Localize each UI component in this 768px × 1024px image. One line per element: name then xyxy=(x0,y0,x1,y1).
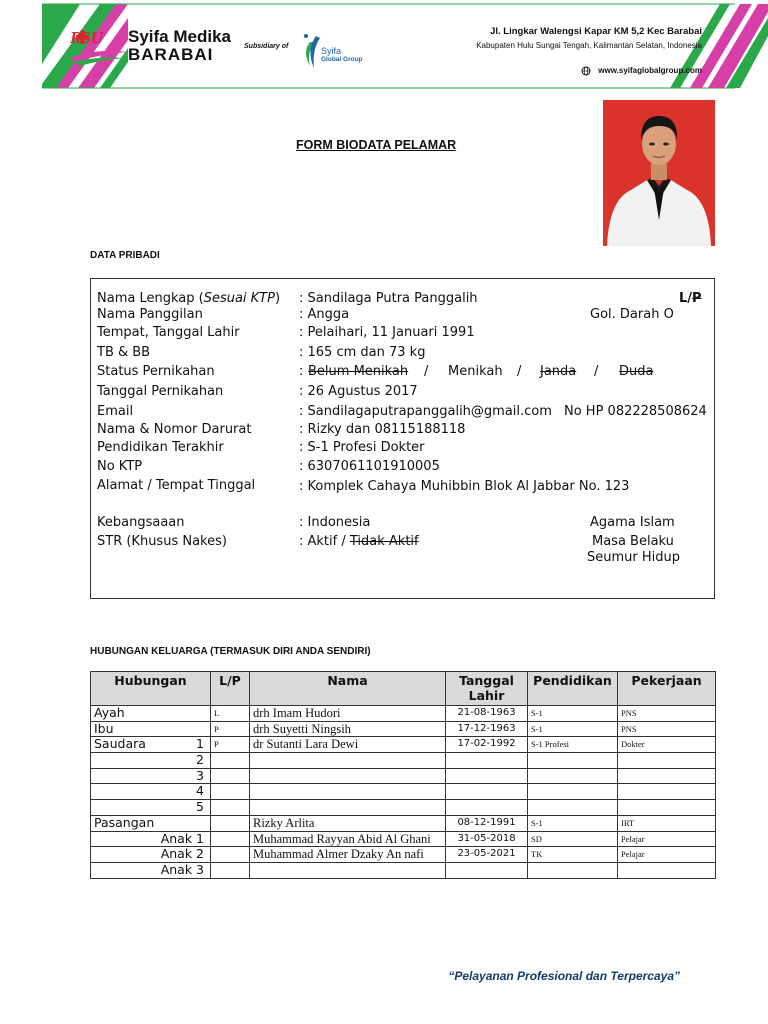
address-line-1: Jl. Lingkar Walengsi Kapar KM 5,2 Kec Barabai xyxy=(490,26,702,37)
relation-label: Saudara xyxy=(94,736,146,752)
relation-number: Anak 1 xyxy=(160,831,204,846)
cell-hubungan xyxy=(91,768,211,784)
cell-pendidikan xyxy=(528,862,618,878)
blood-type: Gol. Darah O xyxy=(590,307,674,322)
cell-lp xyxy=(211,862,250,878)
cell-lp xyxy=(211,831,250,847)
cell-lp xyxy=(211,800,250,816)
cell-lp: P xyxy=(211,721,250,737)
str-label: STR (Khusus Nakes) xyxy=(97,534,227,549)
cell-hubungan xyxy=(91,800,211,816)
cell-pendidikan: S-1 xyxy=(528,706,618,722)
portrait-illustration xyxy=(603,100,715,246)
pendidikan-value: : S-1 Profesi Dokter xyxy=(299,440,425,455)
pendidikan-label: Pendidikan Terakhir xyxy=(97,440,224,455)
cell-nama xyxy=(250,753,446,769)
cell-pendidikan: S-1 Profesi xyxy=(528,737,618,753)
cell-pendidikan xyxy=(528,784,618,800)
cell-pekerjaan xyxy=(618,768,716,784)
cell-lp xyxy=(211,753,250,769)
relation-number: 3 xyxy=(196,768,204,783)
nama-label: Nama Lengkap (Sesuai KTP) xyxy=(97,291,281,306)
table-row xyxy=(91,753,716,769)
relation-label: Pasangan xyxy=(94,815,155,830)
section-title-personal: DATA PRIBADI xyxy=(90,250,160,261)
nama-value: : Sandilaga Putra Panggalih xyxy=(299,291,478,306)
cell-lp xyxy=(211,815,250,831)
ktp-value: : 6307061101910005 xyxy=(299,459,440,474)
cell-nama: drh Suyetti Ningsih xyxy=(250,721,446,737)
cell-pendidikan: SD xyxy=(528,831,618,847)
cell-hubungan xyxy=(91,753,211,769)
relation-number: Anak 2 xyxy=(160,846,204,862)
cell-nama xyxy=(250,800,446,816)
cell-pekerjaan: Pelajar xyxy=(618,847,716,863)
cell-hubungan xyxy=(91,784,211,800)
ttl-value: : Pelaihari, 11 Januari 1991 xyxy=(299,325,475,340)
personal-data-box xyxy=(90,278,715,599)
status-option-janda: Janda xyxy=(540,364,577,379)
cell-tanggal-lahir: 23-05-2021 xyxy=(446,847,528,863)
address-line-2: Kabupaten Hulu Sungai Tengah, Kalimantan Selatan, Indonesia xyxy=(476,41,702,50)
table-row xyxy=(91,815,716,831)
alamat-value: : Komplek Cahaya Muhibbin Blok Al Jabbar No. 123 xyxy=(299,479,630,494)
cell-nama: dr Sutanti Lara Dewi xyxy=(250,737,446,753)
cell-pendidikan xyxy=(528,768,618,784)
form-title: FORM BIODATA PELAMAR xyxy=(296,138,457,152)
tglnikah-value: : 26 Agustus 2017 xyxy=(299,384,418,399)
status-option-duda: Duda xyxy=(619,364,654,379)
cell-tanggal-lahir: 17-02-1992 xyxy=(446,737,528,753)
cell-nama xyxy=(250,784,446,800)
cell-tanggal-lahir xyxy=(446,784,528,800)
panggilan-value: : Angga xyxy=(299,307,350,322)
status-label: Status Pernikahan xyxy=(97,364,215,379)
cell-tanggal-lahir xyxy=(446,800,528,816)
darurat-value: : Rizky dan 08115188118 xyxy=(299,422,466,437)
cell-hubungan xyxy=(91,847,211,863)
panggilan-label: Nama Panggilan xyxy=(97,307,203,322)
ktp-label: No KTP xyxy=(97,459,143,474)
logo-rsu-text: RSU xyxy=(70,28,104,47)
relation-number: 2 xyxy=(196,752,204,768)
bangsa-value: : Indonesia xyxy=(299,515,371,530)
cell-pekerjaan: Pelajar xyxy=(618,831,716,847)
table-row xyxy=(91,831,716,847)
header-tanggal-lahir: Tanggal Lahir xyxy=(446,672,528,706)
relation-number: Anak 3 xyxy=(160,862,204,877)
cell-pendidikan xyxy=(528,800,618,816)
tglnikah-label: Tanggal Pernikahan xyxy=(97,384,224,399)
cell-lp xyxy=(211,784,250,800)
cell-pekerjaan: IRT xyxy=(618,815,716,831)
cell-pekerjaan: Dokter xyxy=(618,737,716,753)
status-separator: / xyxy=(424,364,429,379)
cell-pendidikan xyxy=(528,753,618,769)
relation-label: Ibu xyxy=(94,721,114,736)
cell-nama xyxy=(250,768,446,784)
footer-slogan: “Pelayanan Profesional dan Terpercaya” xyxy=(448,969,680,983)
status-colon: : xyxy=(299,364,304,379)
header-nama: Nama xyxy=(250,672,446,706)
website-link[interactable]: www.syifaglobalgroup.com xyxy=(598,66,702,75)
cell-nama xyxy=(250,862,446,878)
cell-pekerjaan xyxy=(618,800,716,816)
cell-lp xyxy=(211,847,250,863)
group-logo-sub: Global Group xyxy=(321,56,363,63)
tbbb-value: : 165 cm dan 73 kg xyxy=(299,345,426,360)
cell-pekerjaan xyxy=(618,753,716,769)
cell-pekerjaan xyxy=(618,784,716,800)
header-lp: L/P xyxy=(211,672,250,706)
cell-tanggal-lahir: 31-05-2018 xyxy=(446,831,528,847)
cell-tanggal-lahir xyxy=(446,753,528,769)
logo-hospital-name: Syifa Medika xyxy=(128,27,231,46)
group-logo-name: Syifa xyxy=(321,46,342,56)
applicant-photo xyxy=(603,100,715,246)
cell-hubungan xyxy=(91,831,211,847)
cell-hubungan xyxy=(91,737,211,753)
relation-number: 4 xyxy=(196,783,204,799)
relation-number: 5 xyxy=(196,799,204,815)
cell-lp: L xyxy=(211,706,250,722)
cell-pendidikan: S-1 xyxy=(528,721,618,737)
status-separator: / xyxy=(517,364,522,379)
bangsa-label: Kebangsaaan xyxy=(97,515,185,530)
email-label: Email xyxy=(97,404,134,419)
header-pekerjaan: Pekerjaan xyxy=(618,672,716,706)
cell-hubungan xyxy=(91,706,211,722)
table-row xyxy=(91,800,716,816)
status-option-belum-menikah: Belum Menikah xyxy=(308,364,409,379)
table-row xyxy=(91,847,716,863)
str-value: : Aktif / Tidak Aktif xyxy=(299,534,419,549)
status-separator: / xyxy=(594,364,599,379)
cell-nama: Muhammad Rayyan Abid Al Ghani xyxy=(250,831,446,847)
cell-nama: drh Imam Hudori xyxy=(250,706,446,722)
cell-nama: Muhammad Almer Dzaky An nafi xyxy=(250,847,446,863)
cell-hubungan xyxy=(91,815,211,831)
status-option-menikah: Menikah xyxy=(448,364,503,379)
table-row xyxy=(91,768,716,784)
cell-pendidikan: TK xyxy=(528,847,618,863)
alamat-label: Alamat / Tempat Tinggal xyxy=(97,478,256,493)
family-table xyxy=(90,671,716,879)
cell-pendidikan: S-1 xyxy=(528,815,618,831)
logo-hospital-city: BARABAI xyxy=(128,45,214,64)
cell-pekerjaan xyxy=(618,862,716,878)
subsidiary-label: Subsidiary of xyxy=(244,43,289,50)
email-value: : Sandilagaputrapanggalih@gmail.com xyxy=(299,404,552,419)
cell-tanggal-lahir: 21-08-1963 xyxy=(446,706,528,722)
family-table-header xyxy=(91,672,716,706)
relation-number: 1 xyxy=(196,736,204,752)
section-title-family: HUBUNGAN KELUARGA (TERMASUK DIRI ANDA SENDIRI) xyxy=(90,646,371,657)
darurat-label: Nama & Nomor Darurat xyxy=(97,422,252,437)
tbbb-label: TB & BB xyxy=(97,345,151,360)
cell-lp xyxy=(211,768,250,784)
cell-tanggal-lahir xyxy=(446,862,528,878)
cell-pekerjaan: PNS xyxy=(618,706,716,722)
gender-options: L/P xyxy=(679,291,702,306)
header-hubungan: Hubungan xyxy=(91,672,211,706)
cell-hubungan xyxy=(91,862,211,878)
table-row xyxy=(91,862,716,878)
cell-pekerjaan: PNS xyxy=(618,721,716,737)
ttl-label: Tempat, Tanggal Lahir xyxy=(97,325,240,340)
religion: Agama Islam xyxy=(590,515,675,530)
letterhead xyxy=(0,0,768,92)
table-row xyxy=(91,784,716,800)
phone-number: No HP 082228508624 xyxy=(564,404,707,419)
table-row xyxy=(91,721,716,737)
cell-tanggal-lahir: 17-12-1963 xyxy=(446,721,528,737)
str-validity-1: Masa Belaku xyxy=(592,534,674,549)
cell-tanggal-lahir xyxy=(446,768,528,784)
table-row xyxy=(91,706,716,722)
cell-hubungan xyxy=(91,721,211,737)
header-pendidikan: Pendidikan xyxy=(528,672,618,706)
relation-label: Ayah xyxy=(94,705,125,720)
table-row xyxy=(91,737,716,753)
cell-lp: P xyxy=(211,737,250,753)
cell-nama: Rizky Arlita xyxy=(250,815,446,831)
str-validity-2: Seumur Hidup xyxy=(587,550,680,565)
cell-tanggal-lahir: 08-12-1991 xyxy=(446,815,528,831)
